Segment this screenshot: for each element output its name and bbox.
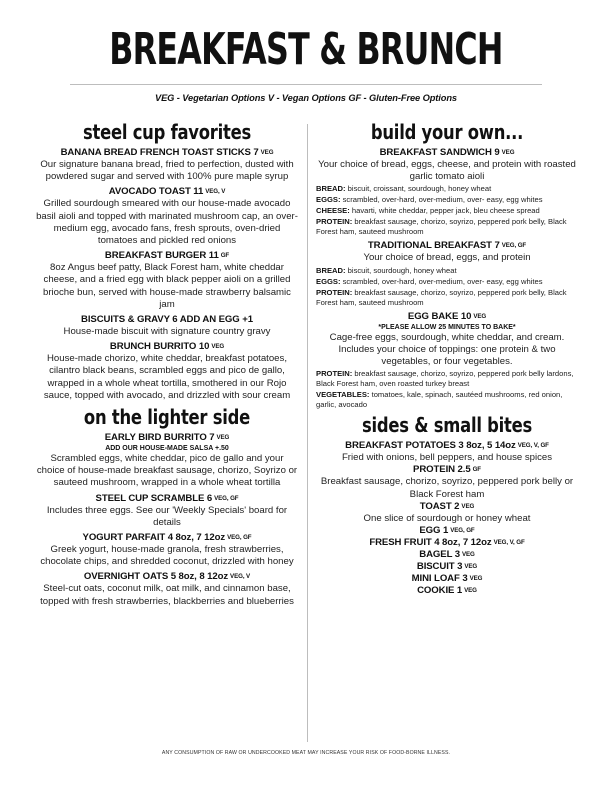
item-name: COOKIE 1 VEG <box>417 585 477 597</box>
item-name: EGG 1 VEG, GF <box>419 525 475 537</box>
item-name: BREAKFAST BURGER 11 GF <box>104 250 230 262</box>
item-description: Your choice of bread, eggs, cheese, and protein with roasted garlic tomato aioli <box>318 159 576 183</box>
item-name: BANANA BREAD FRENCH TOAST STICKS 7 VEG <box>60 147 274 158</box>
menu-item <box>36 341 298 402</box>
diet-tag: VEG <box>211 343 225 351</box>
menu-item <box>316 525 578 537</box>
diet-tag: VEG, V <box>230 573 251 581</box>
item-note: ADD OUR HOUSE-MADE SALSA +.50 <box>105 445 229 453</box>
option-eggs: EGGS: scrambled, over-hard, over-medium, over- easy, egg whites <box>316 195 543 205</box>
option-vegetables: VEGETABLES: tomatoes, kale, spinach, sautéed mushrooms, red onion, garlic, avocado <box>316 390 563 410</box>
diet-tag: VEG <box>216 434 230 442</box>
menu-item <box>316 549 578 561</box>
menu-item <box>36 432 298 490</box>
item-description: Greek yogurt, house-made granola, fresh strawberries, chocolate chips, and shredded coconut, drizzled with honey <box>40 544 294 568</box>
option-protein: PROTEIN: breakfast sausage, chorizo, soyrizo, peppered pork belly, Black Forest ham, sauteed mushroom <box>316 287 567 307</box>
item-description: Our signature banana bread, fried to perfection, dusted with powdered sugar and served with 100% pure maple syrup <box>40 159 294 183</box>
diet-tag: GF <box>472 466 481 474</box>
section-heading-lighter: on the lighter side <box>83 405 251 430</box>
menu-item <box>36 186 298 247</box>
item-note: *PLEASE ALLOW 25 MINUTES TO BAKE* <box>378 323 516 331</box>
item-name: YOGURT PARFAIT 4 8oz, 7 12oz VEG, GF <box>82 532 252 544</box>
option-cheese: CHEESE: havarti, white cheddar, pepper jack, bleu cheese spread <box>316 206 540 216</box>
option-protein: PROTEIN: breakfast sausage, chorizo, soyrizo, peppered pork belly lardons, Black Forest ham, oven roasted turkey breast <box>316 369 574 389</box>
right-column <box>316 120 578 597</box>
option-protein: PROTEIN: breakfast sausage, chorizo, soyrizo, peppered pork belly, Black Forest ham, sauteed mushroom <box>316 217 567 237</box>
diet-tag: VEG, GF <box>227 534 252 542</box>
item-name: BAGEL 3 VEG <box>419 549 475 561</box>
item-name: PROTEIN 2.5 GF <box>413 464 481 476</box>
item-name: BISCUITS & GRAVY 6 ADD AN EGG +1 <box>81 314 253 326</box>
diet-tag: VEG <box>461 551 475 559</box>
item-description: Breakfast sausage, chorizo, soyrizo, peppered pork belly or Black Forest ham <box>320 476 574 500</box>
section-heading-sides: sides & small bites <box>361 413 533 438</box>
option-eggs: EGGS: scrambled, over-hard, over-medium, over- easy, egg whites <box>316 276 543 286</box>
item-name: BREAKFAST SANDWICH 9 VEG <box>379 147 515 158</box>
item-name: TOAST 2 VEG <box>419 500 475 512</box>
menu-item <box>36 493 298 529</box>
menu-item-breakfast-sandwich <box>316 147 578 237</box>
diet-tag: VEG, V, GF <box>493 539 525 547</box>
menu-item <box>316 501 578 525</box>
item-name: BRUNCH BURRITO 10 VEG <box>109 341 225 353</box>
item-name: TRADITIONAL BREAKFAST 7 VEG, GF <box>367 240 527 252</box>
option-bread: BREAD: biscuit, sourdough, honey wheat <box>316 265 457 275</box>
item-description: 8oz Angus beef patty, Black Forest ham, white cheddar cheese, and a fried egg with black pepper aioli on a grilled brioche bun, served with house-made strawberry balsamic jam <box>43 262 291 310</box>
item-description: Scrambled eggs, white cheddar, pico de gallo and your choice of house-made breakfast sausage, chorizo, Soyrizo or sauteed mushroom, wrapped in a whole wheat tortilla <box>36 453 298 489</box>
diet-tag: VEG <box>464 563 478 571</box>
diet-tag: VEG <box>464 587 477 595</box>
item-name: AVOCADO TOAST 11 VEG, V <box>108 186 226 198</box>
diet-tag: VEG <box>260 149 274 156</box>
diet-tag: VEG, V <box>205 188 226 196</box>
menu-item <box>36 571 298 607</box>
diet-tag: VEG <box>469 575 483 583</box>
item-name: MINI LOAF 3 VEG <box>411 573 483 585</box>
menu-item <box>316 573 578 585</box>
menu-item <box>316 440 578 464</box>
menu-item <box>316 585 578 597</box>
item-name: BREAKFAST POTATOES 3 8oz, 5 14oz VEG, V, GF <box>345 440 549 452</box>
sides-list <box>316 440 578 597</box>
menu-item-traditional-breakfast <box>316 240 578 307</box>
diet-tag: VEG <box>473 312 487 320</box>
food-safety-disclaimer: ANY CONSUMPTION OF RAW OR UNDERCOOKED MEAT MAY INCREASE YOUR RISK OF FOOD-BORNE ILLNESS. <box>161 750 451 756</box>
item-name: OVERNIGHT OATS 5 8oz, 8 12oz VEG, V <box>83 571 251 583</box>
diet-tag: VEG, GF <box>501 242 527 250</box>
diet-tag: VEG, V, GF <box>517 442 549 450</box>
item-description: Steel-cut oats, coconut milk, oat milk, and cinnamon base, topped with fresh strawberries, blackberries and blueberries <box>40 583 294 607</box>
diet-legend: VEG - Vegetarian Options V - Vegan Options GF - Gluten-Free Options <box>154 93 458 103</box>
item-description: Includes three eggs. See our 'Weekly Specials' board for details <box>46 504 288 528</box>
menu-item <box>36 314 298 338</box>
menu-item <box>36 147 298 183</box>
menu-item <box>316 561 578 573</box>
item-description: Your choice of bread, eggs, and protein <box>363 252 531 264</box>
page-title: BREAKFAST & BRUNCH <box>109 24 503 75</box>
item-name: STEEL CUP SCRAMBLE 6 VEG, GF <box>95 492 239 504</box>
menu-item <box>316 464 578 500</box>
column-divider <box>307 124 308 742</box>
item-description: Grilled sourdough smeared with our house-made avocado basil aioli and topped with marinated mushroom cap, an over-medium egg, avocado fans, fresh sprouts, oven-dried tomatoes and pickled red onions <box>36 198 298 247</box>
item-name: FRESH FRUIT 4 8oz, 7 12oz VEG, V, GF <box>369 537 525 549</box>
item-name: EGG BAKE 10 VEG <box>407 310 487 322</box>
menu-item <box>36 532 298 568</box>
section-heading-build: build your own... <box>370 120 524 144</box>
menu-item <box>316 537 578 549</box>
item-name: BISCUIT 3 VEG <box>416 561 478 573</box>
item-description: House-made biscuit with signature country gravy <box>63 326 271 338</box>
diet-tag: VEG <box>461 502 475 510</box>
item-description: Fried with onions, bell peppers, and house spices <box>341 452 553 464</box>
diet-tag: VEG, GF <box>450 527 475 535</box>
item-description: One slice of sourdough or honey wheat <box>363 512 531 524</box>
diet-tag: VEG, GF <box>214 494 239 502</box>
item-description: House-made chorizo, white cheddar, breakfast potatoes, cilantro black beans, scrambled eggs and pico de gallo, wrapped in a whole wheat tortilla, smothered in our Rojo sauce, topped with avocado, and drizzled with sour cream <box>43 353 291 401</box>
menu-item <box>36 250 298 311</box>
title-rule <box>70 84 542 85</box>
menu-item-egg-bake <box>316 311 578 411</box>
left-column <box>36 120 298 611</box>
item-description: Cage-free eggs, sourdough, white cheddar, and cream. Includes your choice of toppings: one protein & two vegetables, or four vegetables. <box>329 331 565 368</box>
option-bread: BREAD: biscuit, croissant, sourdough, honey wheat <box>316 184 492 194</box>
item-name: EARLY BIRD BURRITO 7 VEG <box>104 432 230 444</box>
section-heading-favorites: steel cup favorites <box>82 120 252 144</box>
diet-tag: GF <box>220 252 230 260</box>
diet-tag: VEG <box>501 149 515 156</box>
